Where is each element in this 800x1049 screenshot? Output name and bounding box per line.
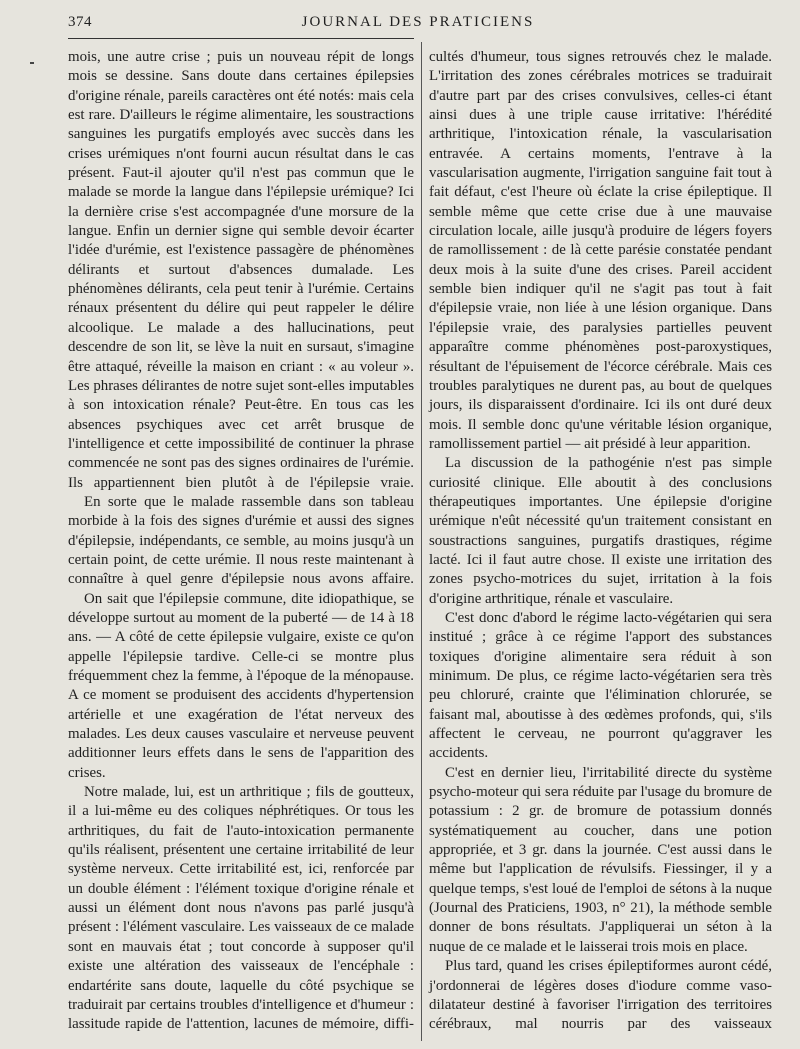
paragraph: On sait que l'épilepsie commune, dite idiopathique, se développe surtout au moment de la puberté — de 14 à 18 ans. — A côté de cette épilepsie vulgaire, existe ce qu'on appelle l'épilepsie tardive. Celle-ci se montre plus fréquemment chez la femme, à l'époque de la ménopause. A ce moment se produisent des accidents d'hypertension artérielle et une exagération de l'état nerveux des malades. Les deux causes vasculaire et nerveuse peuvent additionner leurs effets dans le sens de l'apparition des crises. [68,590,414,781]
right-column [429,48,772,1035]
paragraph: Plus tard, quand les crises épileptiformes auront cédé, j'ordonnerai de légères doses d'iodure comme vaso-dilatateur destiné à favoriser l'irrigation des territoires cérébraux, mal nourris par des vaisseaux [429,958,772,1033]
page-header [68,12,768,38]
column-divider [421,42,422,1041]
header-rule [68,38,414,39]
margin-mark [30,62,34,64]
paragraph: En sorte que le malade rassemble dans son tableau morbide à la fois des signes d'urémie et aussi des signes d'épilepsie, indépendants, ce semble, au moins jusqu'à un certain point, de cette urémie. Il nous reste maintenant à connaître à quel genre d'épilepsie nous avons affaire. [68,493,414,588]
paragraph: La discussion de la pathogénie n'est pas simple curiosité clinique. Elle aboutit à des conclusions thérapeutiques importantes. Une épilepsie d'origine urémique n'eût nécessité qu'un traitement consistant en soustractions sanguines, purgatifs drastiques, régime lacté. Ici il faut autre chose. Il existe une irritation des zones psycho-motrices du sujet, irritation à la fois d'origine arthritique, rénale et vasculaire. [429,455,772,607]
running-title: JOURNAL DES PRATICIENS [301,14,535,30]
left-column [68,48,414,1035]
paragraph: C'est donc d'abord le régime lacto-végétarien qui sera institué ; grâce à ce régime l'apport des substances toxiques d'origine alimentaire sera réduit à son minimum. De plus, ce régime lacto-végétarien sera très peu chloruré, crainte que l'élimination chlorurée, se faisant mal, aboutisse à des œdèmes profonds, qui, s'ils affectent le cerveau, ne pourront qu'aggraver les accidents. [429,609,772,762]
paragraph: C'est en dernier lieu, l'irritabilité directe du système psycho-moteur qui sera réduite par l'usage du bromure de potassium : 2 gr. de bromure de potassium donnés systématiquement au coucher, dans une potion appropriée, et 3 gr. dans la journée. C'est aussi dans le même but l'application de révulsifs. Fiessinger, il y a quelque temps, s'est loué de l'emploi de sétons à la nuque (Journal des Praticiens, 1903, n° 21), la méthode semble donner de bons résultats. J'appliquerai un séton à la nuque de ce malade et le laisserai trois mois en place. [429,764,772,955]
paragraph: cultés d'humeur, tous signes retrouvés chez le malade. L'irritation des zones cérébrales motrices se traduirait d'autre part par des crises convulsives, celles-ci étant ainsi dues à une triple cause irritative: l'hérédité arthritique, l'intoxication rénale, la vascularisation entravée. A certains moments, l'entrave à la vascularisation augmente, l'irrigation sanguine fait tout à fait défaut, c'est l'heure où éclate la crise épileptique. Il semble même que cette crise due à une mauvaise circulation locale, aille jusqu'à produire de légers foyers de ramollissement : de là cette parésie constatée pendant deux mois à la suite d'une des crises. Pareil accident semble bien indiquer qu'il ne s'agit pas tout à fait d'épilepsie vraie, non liée à une lésion organique. Dans l'épilepsie vraie, des paralysies partielles peuvent apparaître comme phénomènes post-paroxystiques, résultant de l'épuisement de l'écorce cérébrale. Mais ces troubles paralytiques ne durent pas, au bout de quelques jours, ils disparaissent d'ordinaire. Ici ils ont duré deux mois. Il semble donc qu'une véritable lésion organique, ramollissement partiel — ait présidé à leur apparition. [429,49,772,452]
paragraph: Notre malade, lui, est un arthritique ; fils de goutteux, il a lui-même eu des coliques néphrétiques. Or tous les arthritiques, du fait de l'auto-intoxication permanente qu'ils réalisent, présentent une certaine irritabilité de leur système nerveux. Cette irritabilité est, ici, renforcée par un double élément : l'élément toxique d'origine rénale et aussi un élément dont nous n'avons pas parlé jusqu'à présent : l'élément vasculaire. Les vaisseaux de ce malade sont en mauvais état ; tout concorde à supposer qu'il existe une altération des vaisseaux de l'encéphale : endartérite sans doute, laquelle du côté psychique se traduirait par certains troubles d'intelligence et d'humeur : lassitude rapide de l'attention, lacunes de mémoire, diffi- [68,784,414,1033]
page-number: 374 [68,14,92,30]
paragraph: mois, une autre crise ; puis un nouveau répit de longs mois se dessine. Sans doute dans certaines épilepsies d'origine rénale, pareils caractères ont été notés: mais cela est rare. D'ailleurs le régime alimentaire, les soustractions sanguines les purgatifs employés avec succès dans les crises urémiques n'ont fourni aucun résultat dans le cas présent. Faut-il ajouter qu'il n'est pas commun que le malade se morde la langue dans l'épilepsie urémique? Ici la dernière crise s'est accompagnée d'une morsure de la langue. Enfin un dernier signe qui semble devoir écarter l'idée d'urémie, est l'existence passagère de phénomènes délirants et surtout d'absences dumalade. Les phénomènes délirants, cela peut tenir à l'urémie. Certains rénaux présentent du délire qui peut rappeler le délire alcoolique. Le malade a des hallucinations, peut descendre de son lit, se lève la nuit en sursaut, s'imagine être attaqué, réveille la maison en criant : « au voleur ». Les phrases délirantes de notre sujet sont-elles imputables à son intoxication rénale? Peut-être. En tous cas les absences psychiques avec cet arrêt brusque de l'intelligence et cette impossibilité de continuer la phrase commencée ne sont pas des signes ordinaires de l'urémie. Ils appartiennent bien plutôt à de l'épilepsie vraie. [68,49,414,491]
